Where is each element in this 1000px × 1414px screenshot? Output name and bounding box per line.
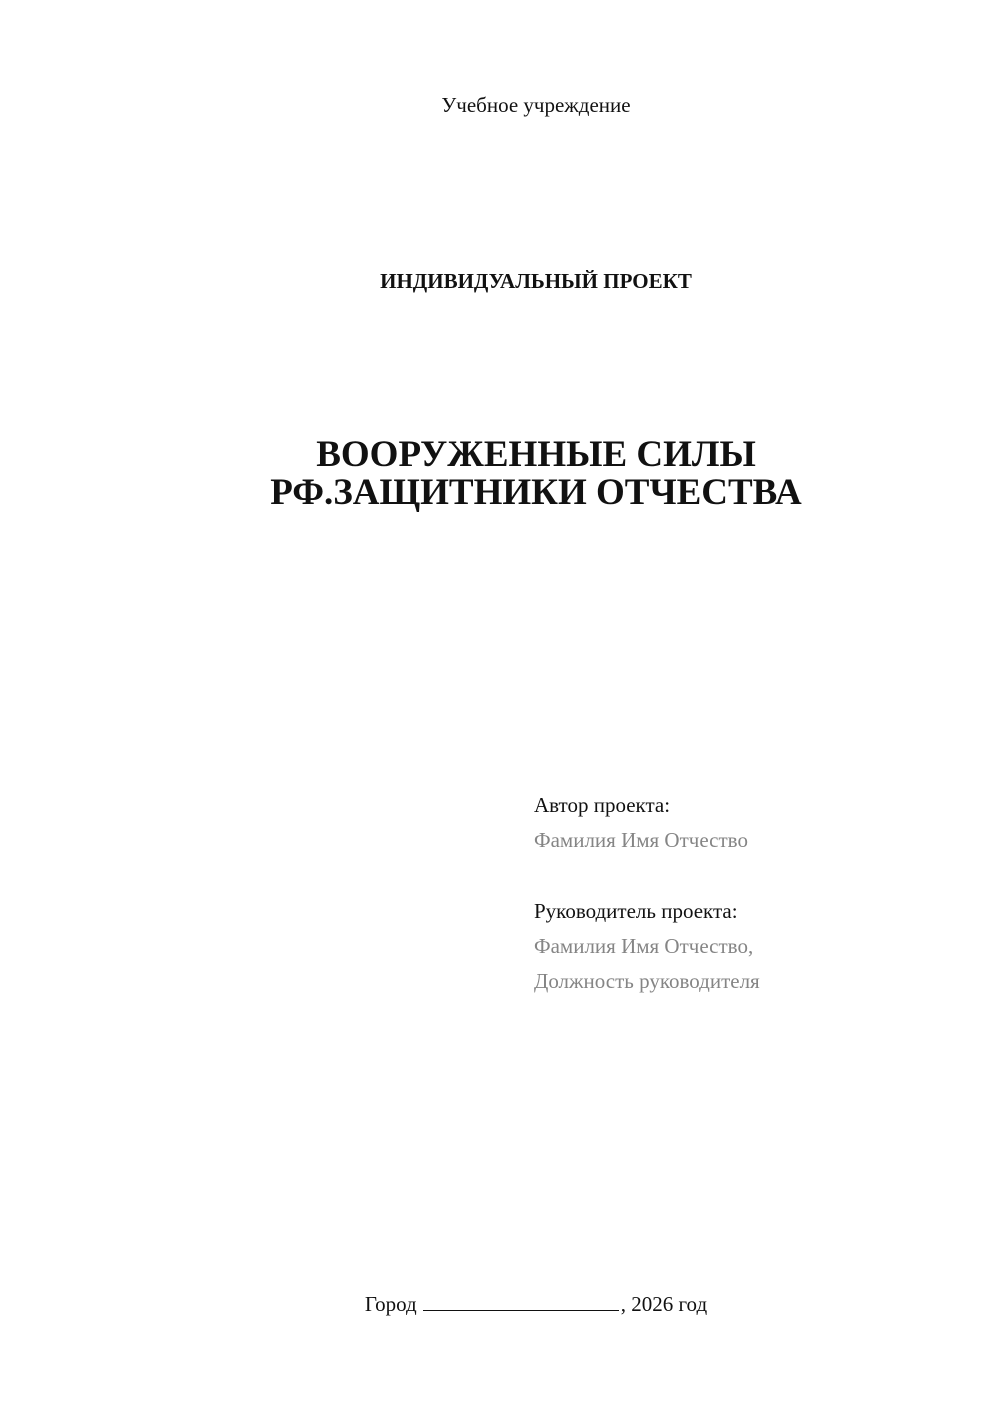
- supervisor-label: Руководитель проекта:: [534, 899, 738, 923]
- project-title-line-2: РФ.ЗАЩИТНИКИ ОТЧЕСТВА: [270, 472, 802, 513]
- city-label: Город: [364, 1292, 417, 1316]
- institution-name: Учебное учреждение: [441, 93, 631, 117]
- project-title-line-1: ВООРУЖЕННЫЕ СИЛЫ: [316, 434, 756, 475]
- project-title: [0, 436, 1000, 512]
- credits-block: [534, 788, 760, 999]
- project-type-heading: ИНДИВИДУАЛЬНЫЙ ПРОЕКТ: [380, 269, 692, 293]
- city-blank-line: [423, 1288, 619, 1311]
- author-label: Автор проекта:: [534, 793, 671, 817]
- supervisor-name: Фамилия Имя Отчество,: [534, 934, 754, 958]
- year-text: , 2026 год: [620, 1292, 708, 1316]
- author-name: Фамилия Имя Отчество: [534, 828, 748, 852]
- supervisor-position: Должность руководителя: [534, 969, 760, 993]
- credits-spacer: [534, 858, 760, 894]
- footer-city-year: [0, 1288, 1000, 1319]
